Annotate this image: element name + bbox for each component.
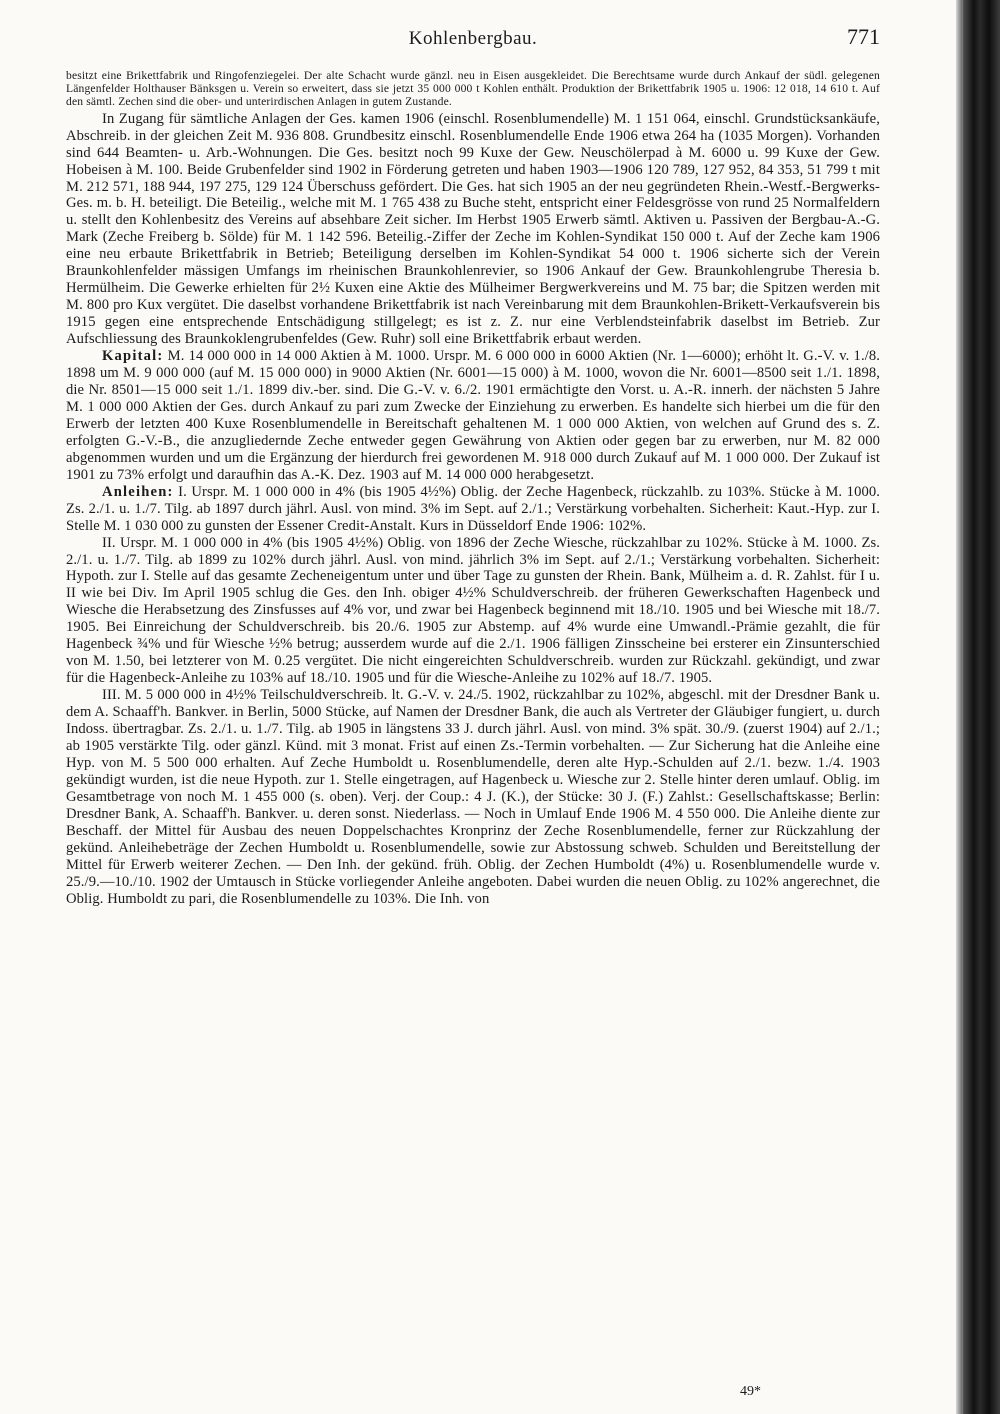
paragraph-text: I. Urspr. M. 1 000 000 in 4% (bis 1905 4½%) Oblig. der Zeche Hagenbeck, rückzahlb. zu 103%. Stücke à M. 1000. Zs. 2./1. u. 1./7. Tilg. ab 1897 durch jährl. Ausl. von mind. 3% im Sept. auf 2./1.; Verstärkung vorbehalten. Sicherheit: Kaut.-Hyp. zur I. Stelle M. 1 030 000 zu gunsten der Essener Credit-Anstalt. Kurs in Düsseldorf Ende 1906: 102%. bbox=[66, 483, 881, 534]
paragraph-text: In Zugang für sämtliche Anlagen der Ges. kamen 1906 (einschl. Rosenblumendelle) M. 1 151 064, einschl. Grundstücksankäufe, Abschreib. in der gleichen Zeit M. 936 808. Grundbesitz einschl. Rosenblumendelle Ende 1906 etwa 264 ha (1035 Morgen). Vorhanden sind 644 Beamten- u. Arb.-Wohnungen. Die Ges. besitzt noch 99 Kuxe der Gew. Neuschölerpad à M. 6000 u. 99 Kuxe der Gew. Hobeisen à M. 100. Beide Grubenfelder sind 1902 in Förderung getreten und haben 1903—1906 120 789, 127 952, 84 353, 51 799 t mit M. 212 571, 188 944, 197 275, 129 124 Überschuss gefördert. Die Ges. hat sich 1905 an der neu gegründeten Rhein.-Westf.-Bergwerks-Ges. m. b. H. beteiligt. Die Beteilig., welche mit M. 1 765 438 zu Buche steht, entspricht einer Feldesgrösse von rund 25 Normalfeldern u. stellt den Kohlenbesitz des Vereins auf absehbare Zeit sicher. Im Herbst 1905 Erwerb sämtl. Aktiven u. Passiven der Bergbau-A.-G. Mark (Zeche Freiberg b. Sölde) für M. 1 142 596. Beteilig.-Ziffer der Zeche im Kohlen-Syndikat 150 000 t. Auf der Zeche kam 1906 eine neu erbaute Brikettfabrik in Betrieb; Beteiligung derselben im Kohlen-Syndikat 54 000 t. 1906 sicherte sich der Verein Braunkohlenfelder mässigen Umfangs im rheinischen Braunkohlenrevier, so 1906 Ankauf der Gew. Braunkohlengrube Theresia b. Hermülheim. Die Gewerke erhielten für 2½ Kuxen eine Aktie des Mülheimer Bergwerkvereins und M. 75 bar; die Spitzen werden mit M. 800 pro Kux vergütet. Die daselbst vorhandene Brikettfabrik ist nach Vereinbarung mit dem Braunkohlen-Brikett-Verkaufsverein bis 1915 gegen eine entsprechende Entschädigung stillgelegt; es ist z. Z. nur eine Verblendsteinfabrik daselbst im Betrieb. Zur Aufschliessung des Braunkoklengrubenfeldes (Gew. Ruhr) soll eine Brikettfabrik erbaut werden. bbox=[66, 110, 880, 348]
page-body bbox=[66, 70, 880, 908]
section-label-anleihen: Anleihen: bbox=[102, 483, 174, 500]
intro-small-paragraph: besitzt eine Brikettfabrik und Ringofenziegelei. Der alte Schacht wurde gänzl. neu in Eisen ausgekleidet. Die Berechtsame wurde durch Ankauf der südl. gelegenen Längenfelder Holthauser Bänksgen u. Verein so erweitert, dass sie jetzt 35 000 000 t Kohlen enthält. Produktion der Brikettfabrik 1905 u. 1906: 12 018, 14 610 t. Auf den sämtl. Zechen sind die ober- und unterirdischen Anlagen in gutem Zustande. bbox=[66, 69, 880, 108]
running-title: Kohlenbergbau. bbox=[408, 28, 538, 49]
section-label-kapital: Kapital: bbox=[102, 348, 164, 365]
paragraph-anleihen-1 bbox=[66, 484, 880, 535]
paragraph-text: II. Urspr. M. 1 000 000 in 4% (bis 1905 4½%) Oblig. von 1896 der Zeche Wiesche, rückzahlbar zu 102%. Stücke à M. 1000. Zs. 2./1. u. 1./7. Tilg. ab 1899 zu 102% durch jährl. Ausl. von mind. jährlich 3% im Sept. auf 2./1.; Verstärkung vorbehalten. Sicherheit: Hypoth. zur I. Stelle auf das gesamte Zecheneigentum unter und über Tage zu gunsten der Rhein. Bank, Mülheim a. d. R. Zahlst. für I u. II wie bei Div. Im April 1905 schlug die Ges. den Inh. obiger 4½% Schuldverschreib. der früheren Gewerkschaften Hagenbeck und Wiesche die Herabsetzung des Zinsfusses auf 4% vor, und zwar bei Hagenbeck beginnend mit 18./10. 1905 und bei Wiesche mit 18./7. 1905. Bei Einreichung der Schuldverschreib. bis 20./6. 1905 zur Abstemp. auf 4% wurde eine Umwandl.-Prämie gezahlt, die für Hagenbeck ¾% und für Wiesche ½% betrug; ausserdem wurde auf die 2./1. 1906 fälligen Zinsscheine bei ersterer ein Zinsunterschied von M. 1.50, bei letzterer von M. 0.25 vergütet. Die nicht eingereichten Schuldverschreib. wurden zur Rückzahl. gekündigt, und zwar für die Hagenbeck-Anleihe zu 103% auf 18./10. 1905 und für die Wiesche-Anleihe zu 102% auf 18./7. 1905. bbox=[66, 534, 880, 687]
book-binding-edge bbox=[956, 0, 1000, 1414]
page-number: 771 bbox=[847, 24, 880, 49]
paragraph-anleihen-3 bbox=[66, 687, 880, 907]
page-header bbox=[66, 24, 880, 58]
paragraph-zugang bbox=[66, 111, 880, 348]
paragraph-anleihen-2 bbox=[66, 535, 880, 688]
paragraph-text: III. M. 5 000 000 in 4½% Teilschuldverschreib. lt. G.-V. v. 24./5. 1902, rückzahlbar zu 102%, abgeschl. mit der Dresdner Bank u. dem A. Schaaff'h. Bankver. in Berlin, 5000 Stücke, auf Namen der Dresdner Bank, die auch als Vertreter der Gläubiger fungiert, u. durch Indoss. übertragbar. Zs. 2./1. u. 1./7. Tilg. ab 1905 in längstens 33 J. durch jährl. Ausl. von mind. 3% spät. 30./9. (zuerst 1904) auf 2./1.; ab 1905 verstärkte Tilg. oder gänzl. Künd. mit 3 monat. Frist auf einen Zs.-Termin vorbehalten. — Zur Sicherung hat die Anleihe eine Hyp. von M. 5 500 000 erhalten. Auf Zeche Humboldt u. Rosenblumendelle, deren alte Hyp.-Schulden auf 2./1. bezw. 1./4. 1903 gekündigt wurden, ist die neue Hypoth. zur 1. Stelle eingetragen, auf Hagenbeck u. Wiesche zur 2. Stelle hinter deren umlauf. Oblig. im Gesamtbetrage von noch M. 1 455 000 (s. oben). Verj. der Coup.: 4 J. (K.), der Stücke: 30 J. (F.) Zahlst.: Gesellschaftskasse; Berlin: Dresdner Bank, A. Schaaff'h. Bankver. u. deren sonst. Niederlass. — Noch in Umlauf Ende 1906 M. 4 550 000. Die Anleihe diente zur Beschaff. der Mittel für Ausbau des neuen Doppelschachtes Kronprinz der Zeche Rosenblumendelle, ferner zur Rückzahlung der gekünd. Anleihebeträge der Zechen Humboldt u. Rosenblumendelle, sowie zur Abstossung schweb. Schulden und Bereitstellung der Mittel für Erwerb weiterer Zechen. — Den Inh. der gekünd. früh. Oblig. der Zechen Humboldt (4%) u. Rosenblumendelle wurde v. 25./9.—10./10. 1902 der Umtausch in Stücke vorliegender Anleihe angeboten. Dabei wurden die neuen Oblig. zu 102% angerechnet, die Oblig. Humboldt zu pari, die Rosenblumendelle zu 103%. Die Inh. von bbox=[66, 687, 880, 907]
signature-mark: 49* bbox=[740, 1384, 761, 1399]
paragraph-text: M. 14 000 000 in 14 000 Aktien à M. 1000. Urspr. M. 6 000 000 in 6000 Aktien (Nr. 1—6000); erhöht lt. G.-V. v. 1./8. 1898 um M. 9 000 000 (auf M. 15 000 000) in 9000 Aktien (Nr. 6001—15 000) à M. 1000, wovon die Nr. 6001—8500 seit 1./1. 1898, die Nr. 8501—15 000 seit 1./1. 1899 div.-ber. sind. Die G.-V. v. 6./2. 1901 ermächtigte den Vorst. u. A.-R. innerh. der nächsten 5 Jahre M. 1 000 000 Aktien der Ges. durch Ankauf zu pari zum Zwecke der Einziehung zu erwerben. Es handelte sich hierbei um die für den Erwerb der letzten 400 Kuxe Rosenblumendelle in Bereitschaft gehaltenen M. 1 000 000 Aktien, von welchen auf Grund des s. Z. erfolgten G.-V.-B., die anzugliedernde Zeche entweder gegen Gewährung von Aktien oder gegen bar zu erwerben, nur M. 82 000 abgenommen wurden und um die Ergänzung der hierdurch frei gewordenen M. 918 000 durch Zukauf auf M. 1 000 000. Der Zukauf ist 1901 zu 73% erfolgt und daraufhin das A.-K. Dez. 1903 auf M. 14 000 000 herabgesetzt. bbox=[66, 348, 880, 483]
paragraph-kapital bbox=[66, 348, 880, 484]
